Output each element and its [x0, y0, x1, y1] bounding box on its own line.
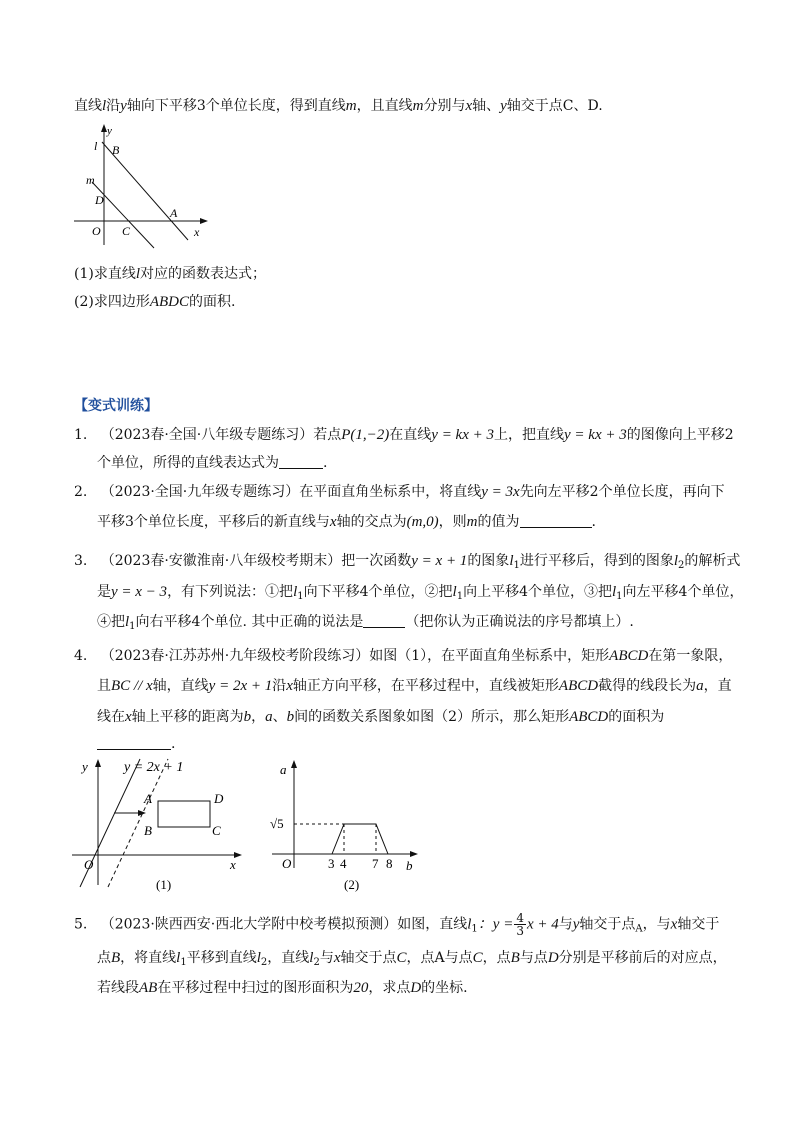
- fig2-sqrt5-label: √5: [270, 816, 284, 831]
- problem-4-line-4: .: [97, 734, 175, 754]
- answer-blank[interactable]: [97, 735, 171, 750]
- problem-3-line-2: 是y = x − 3，有下列说法：①把$l_1$向下平移4个单位，②把$l_1$向上平移4个单位，③把$l_1$向左平移4个单位，: [97, 584, 744, 602]
- fig2-a-label: a: [280, 762, 287, 777]
- fig0-m-label: m: [86, 173, 95, 187]
- problem-5-line-2: 点B，将直线$l_1$平移到直线$l_2$，直线$l_2$与x轴交于点C，点A与点C，点B与点D分别是平移前后的对应点，: [97, 950, 727, 968]
- fig0-B-label: B: [112, 143, 120, 157]
- figure-2-graph: [268, 758, 428, 898]
- fig0-O-label: O: [92, 224, 101, 238]
- fig2-b-label: b: [406, 858, 413, 873]
- problem-4-line-2: 且BC // x轴，直线y = 2x + 1沿x轴正方向平移，在平移过程中，直线被矩形ABCD截得的线段长为a，直: [97, 678, 732, 694]
- answer-blank[interactable]: [279, 454, 323, 469]
- fig1-B-label: B: [144, 823, 152, 838]
- problem-1-line-2: 个单位，所得的直线表达式为 .: [97, 455, 328, 471]
- problem-5-line-3: 若线段AB在平移过程中扫过的图形面积为20，求点D的坐标.: [97, 980, 468, 996]
- section-title: 【变式训练】: [74, 398, 158, 414]
- fig2-tick-7: 7: [372, 856, 379, 871]
- problem-1-line-1: 1. （2023春·全国·八年级专题练习）若点P(1,−2)在直线y = kx + 3上，把直线y = kx + 3的图像向上平移2: [74, 427, 734, 443]
- fig0-y-label: y: [107, 125, 112, 137]
- fig1-O-label: O: [84, 857, 94, 872]
- fraction-4-3: $\frac{4}{3}$: [516, 911, 524, 938]
- fig0-l-label: l: [94, 139, 98, 153]
- fig2-tick-8: 8: [386, 856, 393, 871]
- fig0-C-label: C: [122, 224, 131, 238]
- intro-text: 直线l沿y轴向下平移3个单位长度，得到直线m，且直线m分别与x轴、y轴交于点C、D.: [74, 98, 603, 114]
- problem-4-line-1: 4. （2023春·江苏苏州·九年级校考阶段练习）如图（1），在平面直角坐标系中，矩形ABCD在第一象限，: [74, 648, 733, 664]
- fig2-tick-3: 3: [328, 856, 335, 871]
- fig1-line-eq: y = 2x + 1: [124, 760, 184, 775]
- fig0-D-label: D: [95, 193, 104, 207]
- fig1-A-label: A: [144, 791, 152, 806]
- fig0-A-label: A: [170, 206, 178, 220]
- problem-2-line-2: 平移3个单位长度，平移后的新直线与x轴的交点为(m,0)，则m的值为 .: [97, 514, 596, 530]
- figure-1-rectangle: [70, 755, 250, 895]
- answer-blank[interactable]: [520, 513, 592, 528]
- fig1-caption: (1): [156, 877, 172, 892]
- problem-3-line-3: ④把$l_1$向右平移4个单位. 其中正确的说法是 （把你认为正确说法的序号都填上）.: [97, 614, 634, 632]
- question-1: (1)求直线l对应的函数表达式；: [74, 266, 267, 282]
- fig1-x-label: x: [230, 857, 236, 872]
- problem-5-line-1: 5. （2023·陕西西安·西北大学附中校考模拟预测）如图，直线$l_1$：y = $\frac{4}{3}$ x + 4与y轴交于点$_A$，与x轴交于: [74, 911, 720, 938]
- fig2-tick-4: 4: [340, 856, 347, 871]
- problem-2-line-1: 2. （2023·全国·九年级专题练习）在平面直角坐标系中，将直线y = 3x先向左平移2个单位长度，再向下: [74, 484, 725, 500]
- question-2: (2)求四边形ABDC的面积.: [74, 294, 236, 310]
- figure-lines-l-m: [70, 120, 210, 250]
- fig0-x-label: x: [194, 225, 200, 239]
- fig1-y-label: y: [82, 759, 88, 774]
- fig1-D-label: D: [214, 791, 224, 806]
- fig2-O-label: O: [282, 856, 292, 871]
- fig2-caption: (2): [344, 877, 360, 892]
- fig1-C-label: C: [212, 823, 221, 838]
- problem-4-line-3: 线在x轴上平移的距离为b，a、b间的函数关系图象如图（2）所示，那么矩形ABCD的面积为: [97, 709, 665, 725]
- answer-blank[interactable]: [363, 613, 405, 628]
- problem-3-line-1: 3. （2023春·安徽淮南·八年级校考期末）把一次函数y = x + 1的图象$l_1$进行平移后，得到的图象$l_2$的解析式: [74, 553, 741, 571]
